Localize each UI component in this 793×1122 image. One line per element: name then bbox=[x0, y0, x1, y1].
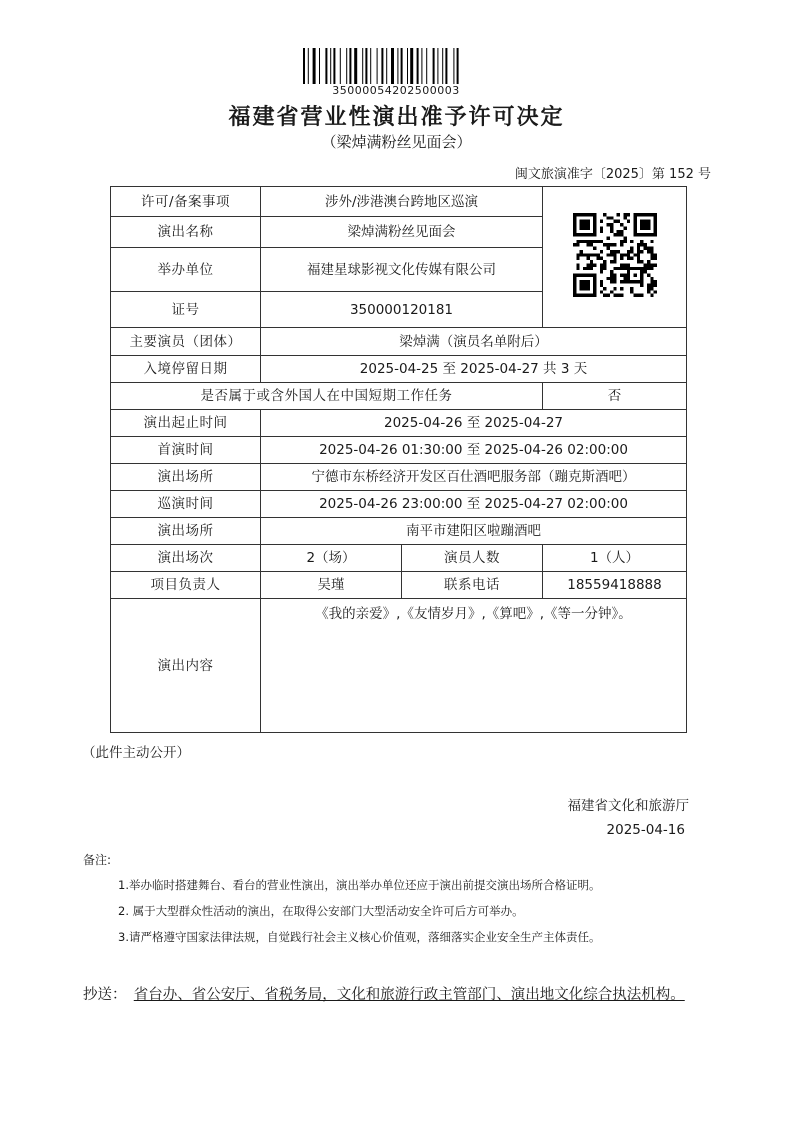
row-label: 演出起止时间 bbox=[111, 410, 261, 437]
note-item: 1.举办临时搭建舞台、看台的营业性演出，演出举办单位还应于演出前提交演出场所合格证明。 bbox=[118, 878, 601, 892]
row-value: 2025-04-26 至 2025-04-27 bbox=[261, 410, 687, 437]
permit-table bbox=[110, 186, 687, 733]
cc-text: 省台办、省公安厅、省税务局，文化和旅游行政主管部门、演出地文化综合执法机构。 bbox=[133, 987, 685, 1003]
table-row bbox=[111, 437, 687, 464]
table-row bbox=[111, 545, 687, 572]
row-value: 否 bbox=[543, 383, 687, 410]
row-value: 2025-04-26 23:00:00 至 2025-04-27 02:00:00 bbox=[261, 491, 687, 518]
row-label: 举办单位 bbox=[111, 248, 261, 292]
cc-recipients bbox=[83, 982, 713, 1008]
issuing-authority: 福建省文化和旅游厅 bbox=[567, 798, 689, 814]
barcode-number: 35000054202500003 bbox=[332, 84, 460, 97]
table-row bbox=[111, 356, 687, 383]
table-row bbox=[111, 599, 687, 733]
table-row bbox=[111, 187, 687, 217]
row-label: 证号 bbox=[111, 292, 261, 328]
public-disclosure-note: （此件主动公开） bbox=[82, 745, 190, 761]
row-value: 350000120181 bbox=[261, 292, 543, 328]
row-value: 涉外/涉港澳台跨地区巡演 bbox=[261, 187, 543, 217]
row-label: 是否属于或含外国人在中国短期工作任务 bbox=[111, 383, 543, 410]
row-label: 首演时间 bbox=[111, 437, 261, 464]
row-label: 演出场所 bbox=[111, 464, 261, 491]
issue-date: 2025-04-16 bbox=[606, 822, 685, 838]
table-row bbox=[111, 328, 687, 356]
row-label: 项目负责人 bbox=[111, 572, 261, 599]
row-value-secondary: 18559418888 bbox=[543, 572, 687, 599]
row-value: 2（场） bbox=[261, 545, 402, 572]
row-label: 演出场次 bbox=[111, 545, 261, 572]
qr-code-icon bbox=[573, 213, 657, 297]
row-label: 许可/备案事项 bbox=[111, 187, 261, 217]
table-row bbox=[111, 518, 687, 545]
performance-content: 《我的亲爱》,《友情岁月》,《算吧》,《等一分钟》。 bbox=[261, 599, 687, 733]
table-row bbox=[111, 464, 687, 491]
qr-code-cell bbox=[543, 187, 687, 328]
row-label: 演出内容 bbox=[111, 599, 261, 733]
row-label: 入境停留日期 bbox=[111, 356, 261, 383]
notes-title: 备注: bbox=[83, 853, 112, 867]
row-label: 演出名称 bbox=[111, 217, 261, 248]
document-number: 闽文旅演准字〔2025〕第 152 号 bbox=[514, 167, 711, 182]
row-value: 福建星球影视文化传媒有限公司 bbox=[261, 248, 543, 292]
row-value: 吴瑾 bbox=[261, 572, 402, 599]
note-item: 2. 属于大型群众性活动的演出，在取得公安部门大型活动安全许可后方可举办。 bbox=[118, 904, 524, 918]
row-value: 梁焯满（演员名单附后） bbox=[261, 328, 687, 356]
table-row bbox=[111, 572, 687, 599]
table-row bbox=[111, 491, 687, 518]
row-label-secondary: 演员人数 bbox=[402, 545, 543, 572]
row-value: 宁德市东桥经济开发区百仕酒吧服务部（蹦克斯酒吧） bbox=[261, 464, 687, 491]
cc-label: 抄送： bbox=[83, 987, 120, 1003]
row-value: 南平市建阳区啦蹦酒吧 bbox=[261, 518, 687, 545]
row-label: 主要演员（团体） bbox=[111, 328, 261, 356]
barcode bbox=[303, 48, 489, 84]
document-title: 福建省营业性演出准予许可决定 bbox=[228, 105, 565, 130]
row-value: 2025-04-25 至 2025-04-27 共 3 天 bbox=[261, 356, 687, 383]
row-value: 2025-04-26 01:30:00 至 2025-04-26 02:00:00 bbox=[261, 437, 687, 464]
row-label: 演出场所 bbox=[111, 518, 261, 545]
row-value: 梁焯满粉丝见面会 bbox=[261, 217, 543, 248]
table-row bbox=[111, 383, 687, 410]
row-value-secondary: 1（人） bbox=[543, 545, 687, 572]
table-row bbox=[111, 410, 687, 437]
note-item: 3.请严格遵守国家法律法规，自觉践行社会主义核心价值观，落细落实企业安全生产主体责任。 bbox=[118, 930, 601, 944]
row-label-secondary: 联系电话 bbox=[402, 572, 543, 599]
row-label: 巡演时间 bbox=[111, 491, 261, 518]
document-subtitle: （梁焯满粉丝见面会） bbox=[321, 133, 472, 151]
